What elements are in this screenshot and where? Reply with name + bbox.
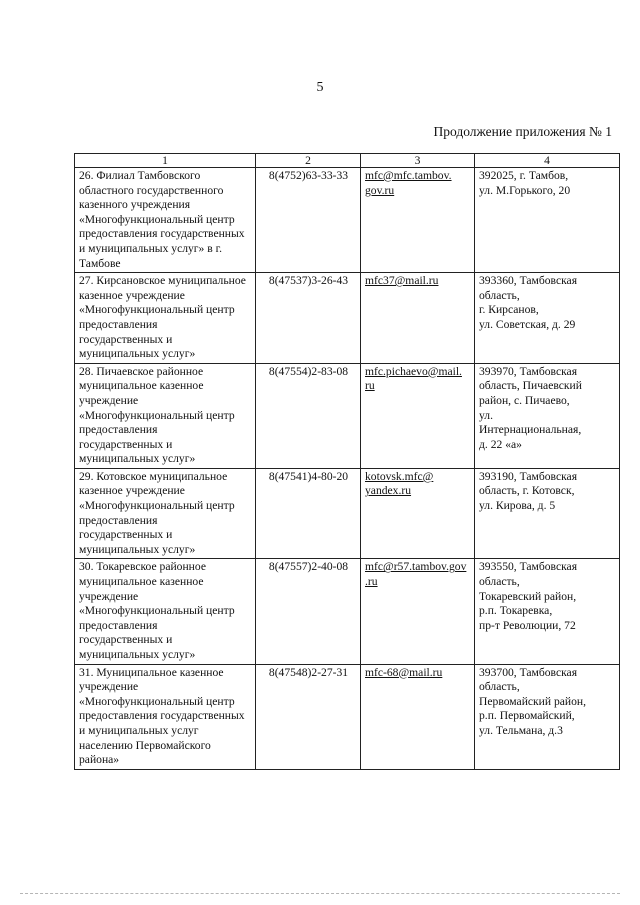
mfc-registry-table xyxy=(74,153,620,770)
table-row xyxy=(75,468,620,559)
table-row xyxy=(75,559,620,664)
email-link[interactable]: mfc.pichaevo@mail. ru xyxy=(361,363,475,468)
address-cell: 392025, г. Тамбов, ул. М.Горького, 20 xyxy=(475,168,620,273)
address-cell: 393550, Тамбовская область, Токаревский район, р.п. Токаревка, пр-т Революции, 72 xyxy=(475,559,620,664)
email-link[interactable]: mfc-68@mail.ru xyxy=(361,664,475,769)
org-name-cell: 26. Филиал Тамбовского областного государственного казенного учреждения «Многофункциональный центр предоставления государственных и муниципальных услуг» в г. Тамбове xyxy=(75,168,256,273)
phone-cell: 8(47554)2-83-08 xyxy=(256,363,361,468)
phone-cell: 8(4752)63-33-33 xyxy=(256,168,361,273)
phone-cell: 8(47537)3-26-43 xyxy=(256,273,361,364)
phone-cell: 8(47557)2-40-08 xyxy=(256,559,361,664)
org-name-cell: 31. Муниципальное казенное учреждение «Многофункциональный центр предоставления государственных и муниципальных услуг населению Первомайского района» xyxy=(75,664,256,769)
org-name-cell: 27. Кирсановское муниципальное казенное учреждение «Многофункциональный центр предоставления государственных и муниципальных услуг» xyxy=(75,273,256,364)
table-row xyxy=(75,168,620,273)
email-link[interactable]: mfc@mfc.tambov. gov.ru xyxy=(361,168,475,273)
org-name-cell: 30. Токаревское районное муниципальное казенное учреждение «Многофункциональный центр предоставления государственных и муниципальных услуг» xyxy=(75,559,256,664)
table-row xyxy=(75,664,620,769)
page-number: 5 xyxy=(316,80,324,95)
table-row xyxy=(75,363,620,468)
email-link[interactable]: kotovsk.mfc@ yandex.ru xyxy=(361,468,475,559)
phone-cell: 8(47548)2-27-31 xyxy=(256,664,361,769)
address-cell: 393700, Тамбовская область, Первомайский район, р.п. Первомайский, ул. Тельмана, д.3 xyxy=(475,664,620,769)
column-header: 2 xyxy=(256,154,361,168)
table-header-row xyxy=(75,154,620,168)
scan-edge-artifact xyxy=(20,893,620,897)
email-link[interactable]: mfc@r57.tambov.gov .ru xyxy=(361,559,475,664)
appendix-continuation-note: Продолжение приложения № 1 xyxy=(433,124,612,139)
org-name-cell: 28. Пичаевское районное муниципальное казенное учреждение «Многофункциональный центр предоставления государственных и муниципальных услуг» xyxy=(75,363,256,468)
phone-cell: 8(47541)4-80-20 xyxy=(256,468,361,559)
column-header: 4 xyxy=(475,154,620,168)
org-name-cell: 29. Котовское муниципальное казенное учреждение «Многофункциональный центр предоставления государственных и муниципальных услуг» xyxy=(75,468,256,559)
address-cell: 393190, Тамбовская область, г. Котовск, ул. Кирова, д. 5 xyxy=(475,468,620,559)
address-cell: 393360, Тамбовская область, г. Кирсанов, ул. Советская, д. 29 xyxy=(475,273,620,364)
email-link[interactable]: mfc37@mail.ru xyxy=(361,273,475,364)
column-header: 3 xyxy=(361,154,475,168)
address-cell: 393970, Тамбовская область, Пичаевский район, с. Пичаево, ул. Интернациональная, д. 22 «а» xyxy=(475,363,620,468)
column-header: 1 xyxy=(75,154,256,168)
table-row xyxy=(75,273,620,364)
